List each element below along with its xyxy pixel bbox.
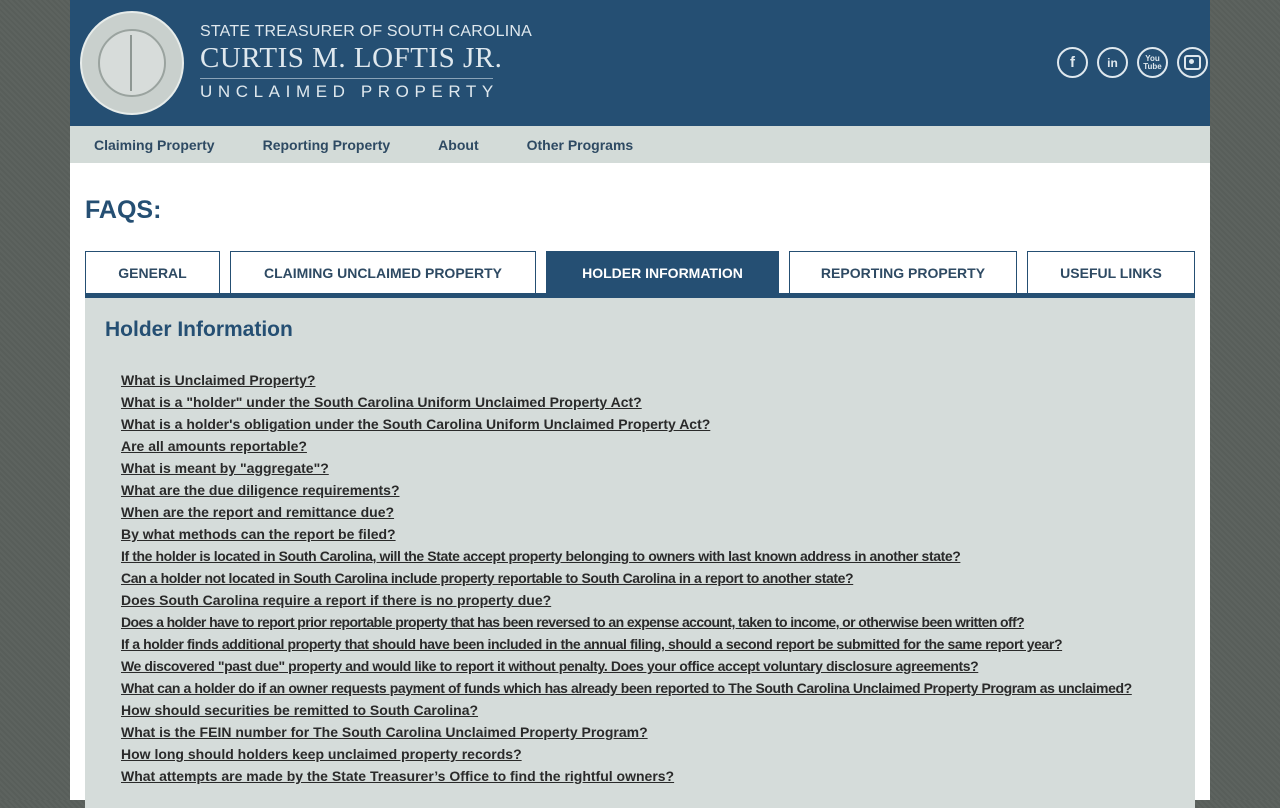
tab-holder-information[interactable]: HOLDER INFORMATION <box>546 251 779 293</box>
facebook-icon[interactable] <box>1057 47 1088 78</box>
nav-claiming-property[interactable]: Claiming Property <box>94 136 215 153</box>
faq-link[interactable]: If the holder is located in South Carolina, will the State accept property belonging to owners with last known address in another state? <box>121 548 961 564</box>
social-links <box>1057 47 1210 78</box>
list-item <box>121 722 1175 744</box>
camera-glyph <box>1184 55 1201 70</box>
list-item <box>121 370 1175 392</box>
holder-information-panel <box>85 298 1195 808</box>
faq-link[interactable]: If a holder finds additional property that should have been included in the annual filing, should a second report be submitted for the same report year? <box>121 636 1063 652</box>
nav-other-programs[interactable]: Other Programs <box>526 136 634 153</box>
list-item <box>121 392 1175 414</box>
brand-subtitle: STATE TREASURER OF SOUTH CAROLINA <box>200 23 532 40</box>
treasurer-seal-logo[interactable] <box>80 11 184 115</box>
youtube-glyph-bottom: Tube <box>1143 61 1162 71</box>
list-item <box>121 744 1175 766</box>
faq-question-list <box>105 370 1175 788</box>
list-item <box>121 766 1175 788</box>
main-nav <box>70 126 1210 163</box>
faq-link[interactable]: What can a holder do if an owner requests payment of funds which has already been reported to The South Carolina Unclaimed Property Program as unclaimed? <box>121 680 1132 696</box>
faq-link[interactable]: What are the due diligence requirements? <box>121 482 400 498</box>
faq-link[interactable]: We discovered "past due" property and would like to report it without penalty. Does your office accept voluntary disclosure agreements? <box>121 658 979 674</box>
linkedin-glyph: in <box>1107 55 1118 70</box>
tab-general[interactable]: GENERAL <box>85 251 220 293</box>
youtube-glyph-top: You <box>1145 53 1160 63</box>
list-item <box>121 436 1175 458</box>
list-item <box>121 590 1175 612</box>
list-item <box>121 634 1175 656</box>
faq-link[interactable]: What is the FEIN number for The South Carolina Unclaimed Property Program? <box>121 724 648 740</box>
faq-link[interactable]: What is Unclaimed Property? <box>121 372 316 388</box>
list-item <box>121 546 1175 568</box>
brand-program: UNCLAIMED PROPERTY <box>200 82 499 101</box>
site-branding[interactable] <box>200 22 532 105</box>
list-item <box>121 414 1175 436</box>
panel-heading: Holder Information <box>105 318 293 341</box>
list-item <box>121 568 1175 590</box>
site-header <box>70 0 1210 126</box>
nav-reporting-property[interactable]: Reporting Property <box>262 136 391 153</box>
list-item <box>121 678 1175 700</box>
tab-reporting-property[interactable]: REPORTING PROPERTY <box>789 251 1017 293</box>
facebook-glyph: f <box>1070 54 1075 71</box>
faq-link[interactable]: What is a holder's obligation under the South Carolina Uniform Unclaimed Property Act? <box>121 416 711 432</box>
faq-link[interactable]: How long should holders keep unclaimed property records? <box>121 746 522 762</box>
faq-link[interactable]: Does South Carolina require a report if there is no property due? <box>121 592 552 608</box>
tab-useful-links[interactable]: USEFUL LINKS <box>1027 251 1195 293</box>
faq-link[interactable]: What attempts are made by the State Treasurer’s Office to find the rightful owners? <box>121 768 675 784</box>
page-title: FAQS: <box>85 196 162 224</box>
list-item <box>121 480 1175 502</box>
brand-name: CURTIS M. LOFTIS JR. <box>200 42 493 79</box>
nav-about[interactable]: About <box>438 136 479 153</box>
faq-link[interactable]: How should securities be remitted to South Carolina? <box>121 702 479 718</box>
list-item <box>121 458 1175 480</box>
faq-link[interactable]: By what methods can the report be filed? <box>121 526 396 542</box>
linkedin-icon[interactable] <box>1097 47 1128 78</box>
instagram-icon[interactable] <box>1177 47 1208 78</box>
faq-link[interactable]: Does a holder have to report prior reportable property that has been reversed to an expense account, taken to income, or otherwise been written off? <box>121 614 1025 630</box>
faq-link[interactable]: What is a "holder" under the South Carolina Uniform Unclaimed Property Act? <box>121 394 642 410</box>
list-item <box>121 700 1175 722</box>
list-item <box>121 656 1175 678</box>
faq-link[interactable]: Are all amounts reportable? <box>121 438 307 454</box>
faq-link[interactable]: When are the report and remittance due? <box>121 504 395 520</box>
seal-emblem-icon <box>98 29 166 97</box>
youtube-icon[interactable] <box>1137 47 1168 78</box>
faq-link[interactable]: What is meant by "aggregate"? <box>121 460 329 476</box>
list-item <box>121 612 1175 634</box>
faq-link[interactable]: Can a holder not located in South Carolina include property reportable to South Carolina in a report to another state? <box>121 570 854 586</box>
tab-claiming-unclaimed-property[interactable]: CLAIMING UNCLAIMED PROPERTY <box>230 251 536 293</box>
faq-tabs <box>85 251 1195 293</box>
page-container <box>70 0 1210 800</box>
list-item <box>121 524 1175 546</box>
main-content <box>70 195 1210 808</box>
list-item <box>121 502 1175 524</box>
